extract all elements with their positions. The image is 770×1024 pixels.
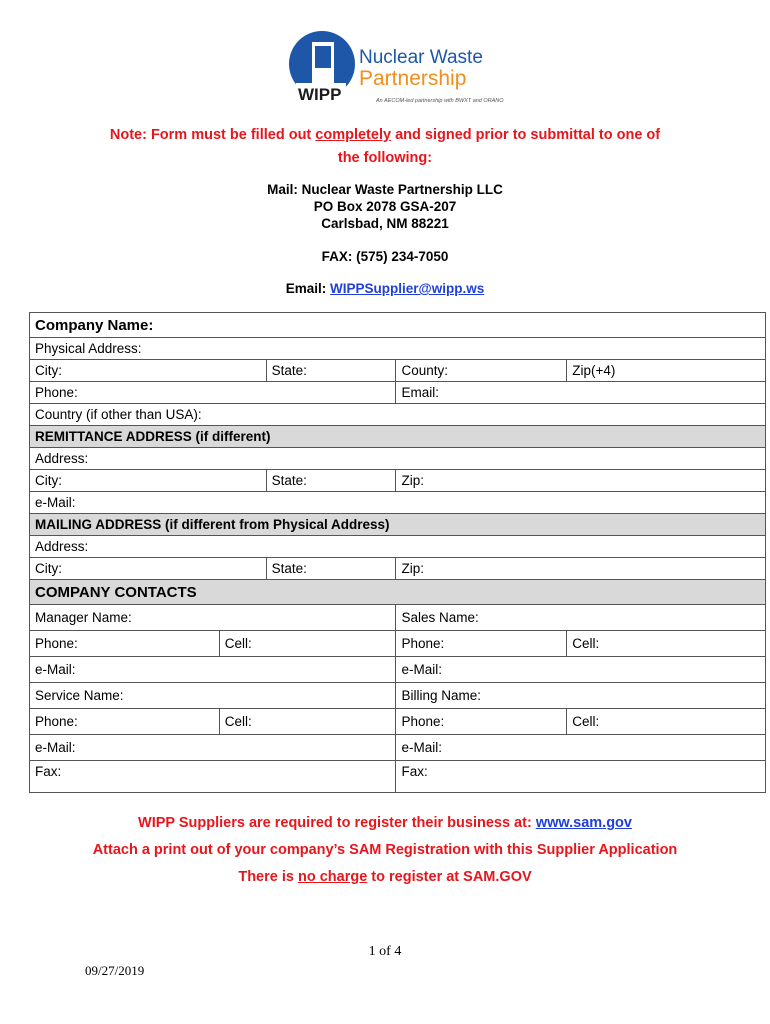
mailing-instructions [60, 181, 710, 232]
remit-email-field[interactable]: e-Mail: [30, 492, 766, 514]
manager-cell-field[interactable]: Cell: [219, 631, 396, 657]
billing-fax-field[interactable]: Fax: [396, 761, 766, 793]
company-name-field[interactable]: Company Name: [30, 313, 766, 338]
supplier-form [29, 312, 766, 793]
register-text: WIPP Suppliers are required to register their business at: [138, 815, 536, 831]
charge-text-2: to register at SAM.GOV [367, 869, 532, 885]
manager-email-field[interactable]: e-Mail: [30, 657, 396, 683]
note-line-2: the following: [337, 150, 433, 166]
mail-line-1: Mail: Nuclear Waste Partnership LLC [267, 182, 503, 197]
service-fax-field[interactable]: Fax: [30, 761, 396, 793]
email-field[interactable]: Email: [396, 382, 766, 404]
remittance-header: REMITTANCE ADDRESS (if different) [30, 426, 766, 448]
remit-zip-field[interactable]: Zip: [396, 470, 766, 492]
mail-line-2: PO Box 2078 GSA-207 [313, 199, 457, 214]
remit-address-field[interactable]: Address: [30, 448, 766, 470]
logo-line2: Partnership [359, 67, 467, 90]
sales-email-field[interactable]: e-Mail: [396, 657, 766, 683]
note-underline: completely [315, 127, 392, 143]
mailing-header: MAILING ADDRESS (if different from Physical Address) [30, 514, 766, 536]
sales-name-field[interactable]: Sales Name: [396, 605, 766, 631]
service-phone-field[interactable]: Phone: [30, 709, 220, 735]
logo-tagline: An AECOM-led partnership with BWXT and ORANO [376, 98, 504, 104]
sales-phone-field[interactable]: Phone: [396, 631, 567, 657]
mailing-city-field[interactable]: City: [30, 558, 267, 580]
service-email-field[interactable]: e-Mail: [30, 735, 396, 761]
billing-name-field[interactable]: Billing Name: [396, 683, 766, 709]
physical-address-field[interactable]: Physical Address: [30, 338, 766, 360]
remit-state-field[interactable]: State: [266, 470, 396, 492]
nwp-logo [288, 28, 504, 108]
city-field[interactable]: City: [30, 360, 267, 382]
no-charge-note [40, 869, 730, 885]
state-field[interactable]: State: [266, 360, 396, 382]
logo-line1: Nuclear Waste [359, 47, 483, 68]
zip4-field[interactable]: Zip(+4) [567, 360, 766, 382]
county-field[interactable]: County: [396, 360, 567, 382]
billing-phone-field[interactable]: Phone: [396, 709, 567, 735]
country-field[interactable]: Country (if other than USA): [30, 404, 766, 426]
sam-link[interactable]: www.sam.gov [535, 815, 632, 831]
attach-note: Attach a print out of your company’s SAM Registration with this Supplier Application [92, 842, 678, 858]
note-text-2: and signed prior to submittal to one of [391, 127, 661, 143]
billing-email-field[interactable]: e-Mail: [396, 735, 766, 761]
mailing-address-field[interactable]: Address: [30, 536, 766, 558]
phone-field[interactable]: Phone: [30, 382, 396, 404]
service-name-field[interactable]: Service Name: [30, 683, 396, 709]
page-number: 1 of 4 [368, 944, 402, 959]
fax-line: FAX: (575) 234-7050 [321, 249, 449, 264]
sam-registration-note [40, 815, 730, 831]
mailing-zip-field[interactable]: Zip: [396, 558, 766, 580]
email-link[interactable]: WIPPSupplier@wipp.ws [330, 281, 485, 296]
charge-underline: no charge [297, 869, 368, 885]
charge-text-1: There is [238, 869, 298, 885]
billing-cell-field[interactable]: Cell: [567, 709, 766, 735]
remit-city-field[interactable]: City: [30, 470, 267, 492]
revision-date: 09/27/2019 [85, 963, 145, 978]
submittal-note [60, 124, 710, 170]
mailing-state-field[interactable]: State: [266, 558, 396, 580]
manager-name-field[interactable]: Manager Name: [30, 605, 396, 631]
note-text-1: Note: Form must be filled out [109, 127, 316, 143]
email-line [60, 280, 710, 297]
manager-phone-field[interactable]: Phone: [30, 631, 220, 657]
contacts-header: COMPANY CONTACTS [30, 580, 766, 605]
email-label: Email: [285, 281, 331, 296]
sales-cell-field[interactable]: Cell: [567, 631, 766, 657]
logo-mark: WIPP [298, 85, 342, 104]
service-cell-field[interactable]: Cell: [219, 709, 396, 735]
mail-line-3: Carlsbad, NM 88221 [321, 216, 449, 231]
